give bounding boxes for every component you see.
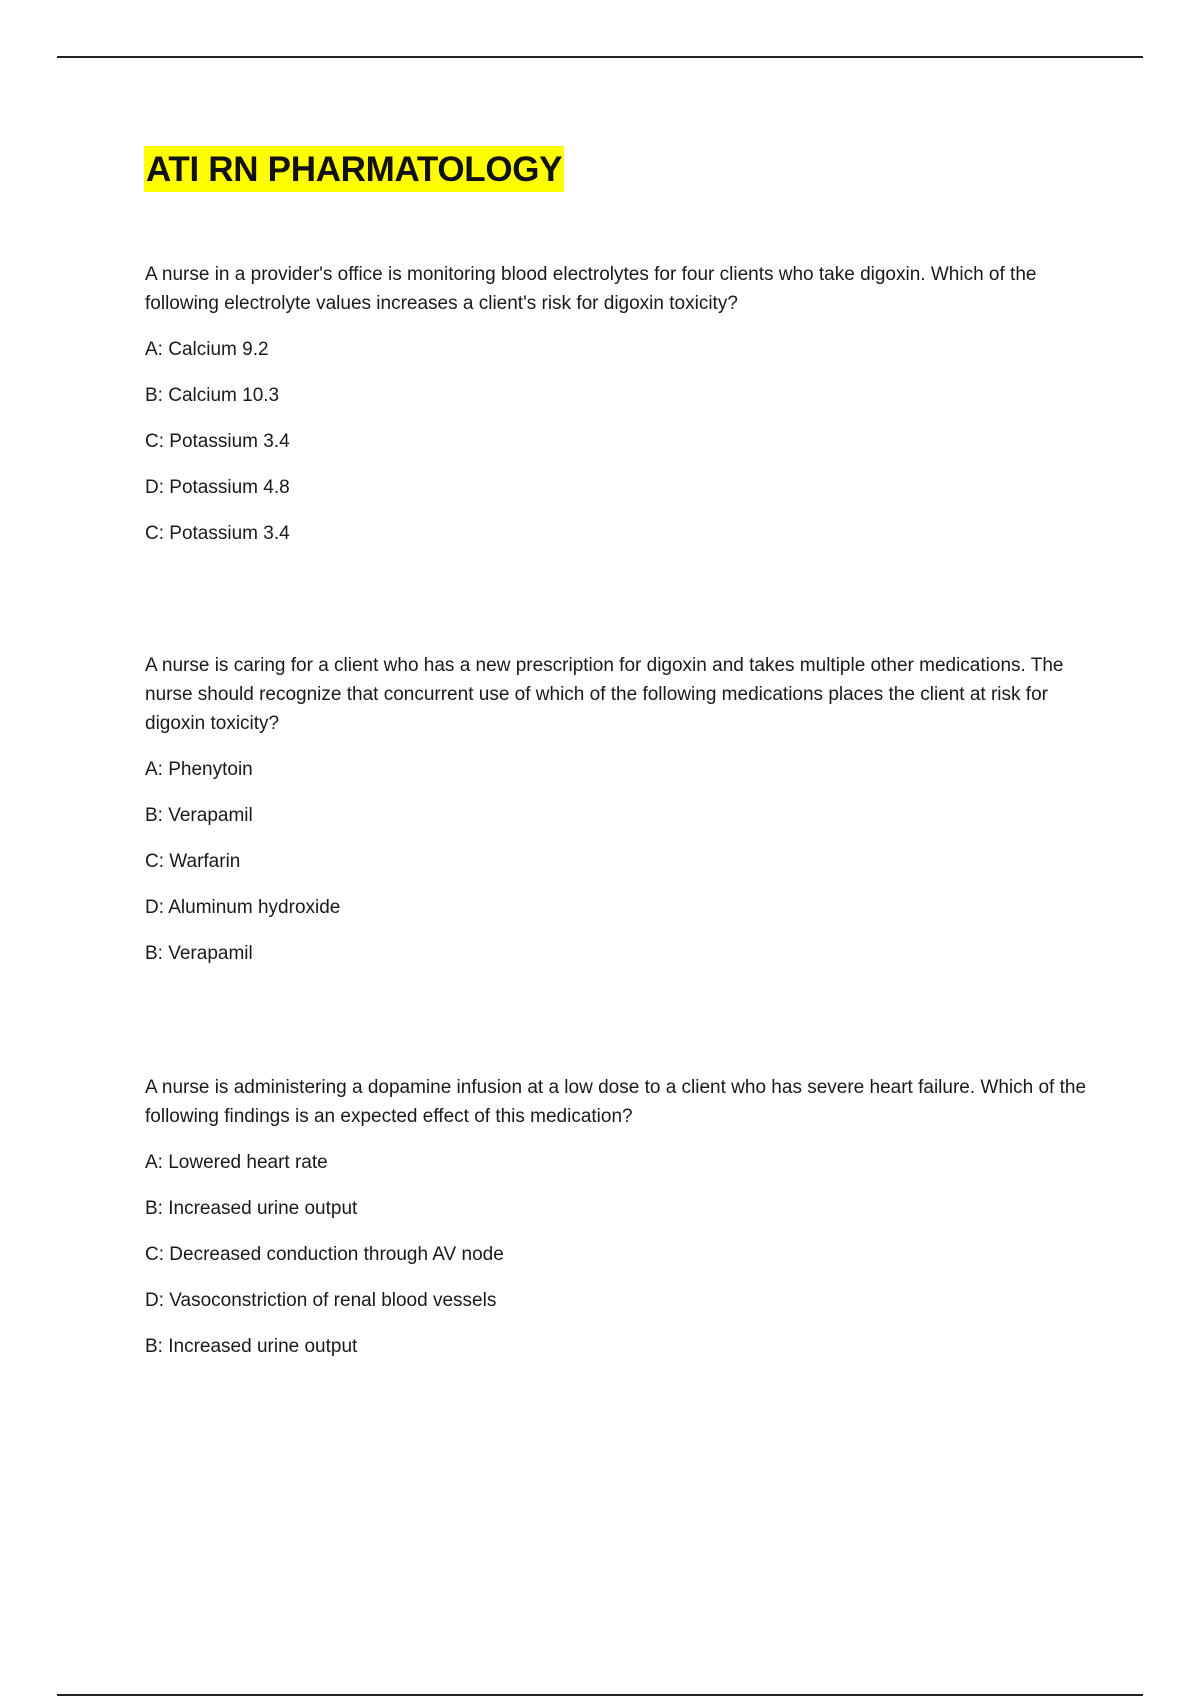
question-text: A nurse is caring for a client who has a new prescription for digoxin and takes multiple other medications. The nurse should recognize that concurrent use of which of the following medications places the client at risk for digoxin toxicity? — [145, 655, 1064, 734]
option-a: A: Lowered heart rate — [145, 1152, 328, 1173]
option-c: C: Warfarin — [145, 851, 241, 872]
answer-line: C: Potassium 3.4 — [145, 523, 290, 544]
option-d: D: Vasoconstriction of renal blood vessels — [145, 1290, 497, 1311]
question-2 — [145, 651, 1095, 967]
question-3 — [145, 1073, 1095, 1360]
title-highlight — [144, 146, 564, 192]
option-b: B: Increased urine output — [145, 1198, 358, 1219]
document-body — [145, 146, 1095, 1357]
options-list — [145, 337, 1095, 547]
option-a: A: Calcium 9.2 — [145, 339, 269, 360]
header-rule — [57, 56, 1143, 58]
question-text: A nurse is administering a dopamine infusion at a low dose to a client who has severe heart failure. Which of the following findings is an expected effect of this medication? — [145, 1077, 1087, 1127]
option-b: B: Calcium 10.3 — [145, 385, 280, 406]
answer-line: B: Increased urine output — [145, 1336, 358, 1357]
option-d: D: Potassium 4.8 — [145, 477, 290, 498]
question-text: A nurse in a provider's office is monitoring blood electrolytes for four clients who take digoxin. Which of the following electrolyte values increases a client's risk for digoxin toxicity? — [145, 264, 1037, 314]
option-c: C: Decreased conduction through AV node — [145, 1244, 504, 1265]
footer-rule — [57, 1694, 1143, 1696]
answer-line: B: Verapamil — [145, 943, 253, 964]
option-c: C: Potassium 3.4 — [145, 431, 290, 452]
option-a: A: Phenytoin — [145, 759, 253, 780]
option-b: B: Verapamil — [145, 805, 253, 826]
options-list — [145, 757, 1095, 967]
options-list — [145, 1150, 1095, 1360]
question-1 — [145, 260, 1095, 547]
document-title: ATI RN PHARMATOLOGY — [146, 150, 563, 189]
option-d: D: Aluminum hydroxide — [145, 897, 341, 918]
